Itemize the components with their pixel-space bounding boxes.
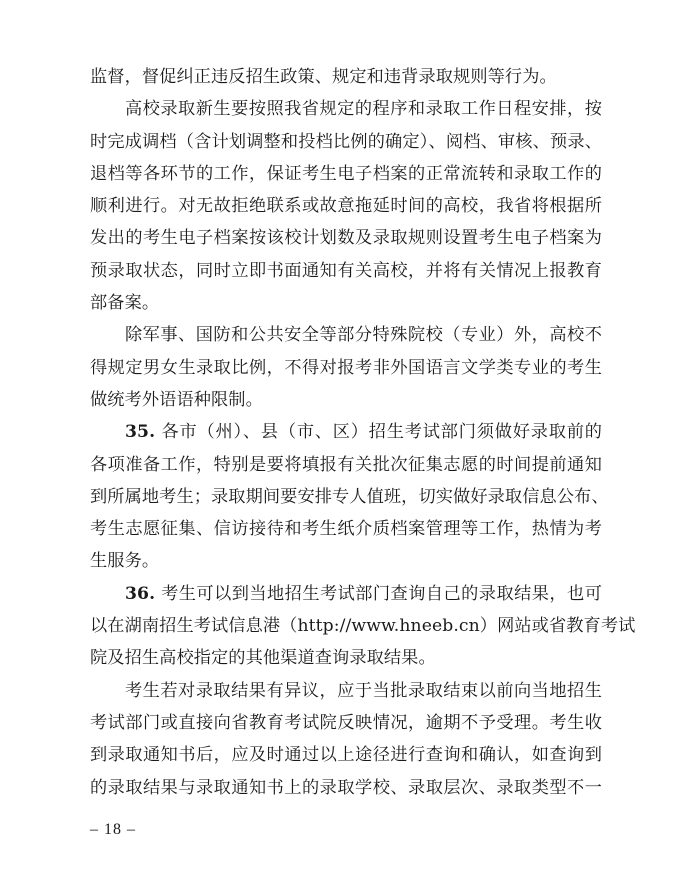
paragraph-line: 顺利进行。对无故拒绝联系或故意拖延时间的高校，我省将根据所: [90, 196, 602, 217]
page-number: – 18 –: [90, 821, 136, 838]
item-text: 各市（州）、县（市、区）招生考试部门须做好录取前的: [155, 422, 602, 443]
paragraph-line: 到所属地考生；录取期间要安排专人值班，切实做好录取信息公布、: [90, 486, 609, 507]
paragraph-line: 生服务。: [90, 551, 160, 572]
paragraph-line: 时完成调档（含计划调整和投档比例的确定）、阅档、审核、预录、: [90, 131, 602, 152]
item-text: 考生可以到当地招生考试部门查询自己的录取结果，也可: [155, 583, 602, 604]
paragraph-line: 考生志愿征集、信访接待和考生纸介质档案管理等工作，热情为考: [90, 519, 602, 540]
paragraph-line: 部备案。: [90, 293, 160, 314]
paragraph-line: 考试部门或直接向省教育考试院反映情况，逾期不予受理。考生收: [90, 712, 602, 733]
paragraph-line: 高校录取新生要按照我省规定的程序和录取工作日程安排，按: [125, 99, 602, 120]
item-number: 35.: [125, 422, 156, 443]
paragraph-line: 到录取通知书后，应及时通过以上途径进行查询和确认，如查询到: [90, 745, 602, 766]
paragraph-line: 做统考外语语种限制。: [90, 389, 263, 410]
paragraph-line: 得规定男女生录取比例，不得对报考非外国语言文学类专业的考生: [90, 357, 602, 378]
paragraph-line-numbered: [90, 416, 602, 448]
paragraph-line: 以在湖南招生考试信息港（http://www.hneeb.cn）网站或省教育考试: [90, 616, 636, 637]
document-body: [90, 61, 636, 804]
paragraph-line: 院及招生高校指定的其他渠道查询录取结果。: [90, 648, 436, 669]
paragraph-line: 考生若对录取结果有异议，应于当批录取结束以前向当地招生: [125, 680, 602, 701]
paragraph-line: 监督，督促纠正违反招生政策、规定和违背录取规则等行为。: [90, 67, 557, 87]
paragraph-line: 预录取状态，同时立即书面通知有关高校，并将有关情况上报教育: [90, 260, 602, 281]
item-number: 36.: [125, 583, 156, 604]
paragraph-line: 退档等各环节的工作，保证考生电子档案的正常流转和录取工作的: [90, 163, 602, 184]
paragraph-line: 各项准备工作，特别是要将填报有关批次征集志愿的时间提前通知: [90, 454, 602, 475]
paragraph-line-numbered: [90, 578, 602, 610]
paragraph-line: 除军事、国防和公共安全等部分特殊院校（专业）外，高校不: [125, 325, 602, 346]
paragraph-line: 发出的考生电子档案按该校计划数及录取规则设置考生电子档案为: [90, 228, 602, 249]
paragraph-line: 的录取结果与录取通知书上的录取学校、录取层次、录取类型不一: [90, 777, 602, 798]
